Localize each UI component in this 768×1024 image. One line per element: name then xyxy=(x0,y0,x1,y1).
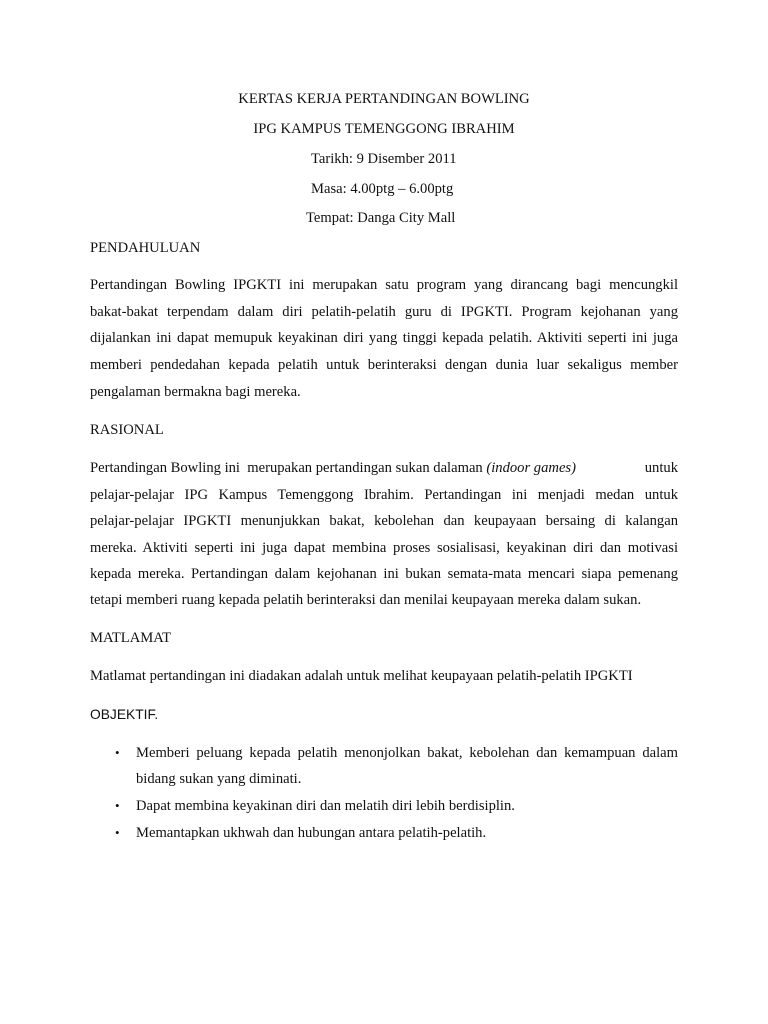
matlamat-text: Matlamat pertandingan ini diadakan adalah untuk melihat keupayaan pelatih-pelatih IPGKTI xyxy=(90,668,633,684)
section-heading-objektif: OBJEKTIF. xyxy=(90,707,159,722)
event-venue: Tempat: Danga City Mall xyxy=(306,210,456,226)
institution-name: IPG KAMPUS TEMENGGONG IBRAHIM xyxy=(253,121,515,137)
paragraph-line: dijalankan ini dapat memupuk keyakinan diri yang tinggi kepada pelatih. Aktiviti seperti ini juga xyxy=(90,330,678,346)
paragraph-line: bakat-bakat terpendam dalam diri pelatih-pelatih guru di IPGKTI. Program kejohanan yang xyxy=(90,304,678,320)
paragraph-line-with-emphasis xyxy=(90,459,678,477)
paragraph-line: memberi pendedahan kepada pelatih untuk berinteraksi dengan dunia luar sekaligus member xyxy=(90,357,678,373)
paragraph-line: pelajar-pelajar IPGKTI menunjukkan bakat, kebolehan dan keupayaan bersaing di kalangan xyxy=(90,513,678,529)
section-heading-pendahuluan: PENDAHULUAN xyxy=(90,240,201,256)
bullet-icon: • xyxy=(115,825,120,840)
rasional-line1-post: untuk xyxy=(641,460,678,476)
event-date: Tarikh: 9 Disember 2011 xyxy=(311,151,457,167)
paragraph-line: kepada mereka. Pertandingan dalam kejohanan ini bukan semata-mata mencari siapa pemenang xyxy=(90,566,678,582)
bullet-icon: • xyxy=(115,798,120,813)
section-heading-rasional: RASIONAL xyxy=(90,422,164,438)
paragraph-line: Pertandingan Bowling IPGKTI ini merupakan satu program yang dirancang bagi mencungkil xyxy=(90,277,678,293)
rasional-line1-pre: Pertandingan Bowling ini merupakan pertandingan sukan dalaman xyxy=(90,460,487,476)
bullet-icon: • xyxy=(115,745,120,760)
document-title: KERTAS KERJA PERTANDINGAN BOWLING xyxy=(238,91,530,107)
objective-item: Memantapkan ukhwah dan hubungan antara pelatih-pelatih. xyxy=(136,825,487,841)
section-heading-matlamat: MATLAMAT xyxy=(90,630,172,646)
paragraph-line: pengalaman bermakna bagi mereka. xyxy=(90,384,301,400)
paragraph-line: tetapi memberi ruang kepada pelatih berinteraksi dan menilai keupayaan mereka dalam sukan. xyxy=(90,592,642,608)
objective-item: Memberi peluang kepada pelatih menonjolkan bakat, kebolehan dan kemampuan dalam xyxy=(136,745,678,761)
rasional-line1-start xyxy=(90,459,576,477)
indoor-games-emphasis: (indoor games) xyxy=(486,460,576,476)
paragraph-line: pelajar-pelajar IPG Kampus Temenggong Ibrahim. Pertandingan ini menjadi medan untuk xyxy=(90,487,678,503)
paragraph-line: mereka. Aktiviti seperti ini juga dapat membina proses sosialisasi, keyakinan diri dan motivasi xyxy=(90,540,678,556)
objective-item-continued: bidang sukan yang diminati. xyxy=(136,771,302,787)
objective-item: Dapat membina keyakinan diri dan melatih diri lebih berdisiplin. xyxy=(136,798,515,814)
event-time: Masa: 4.00ptg – 6.00ptg xyxy=(311,181,454,197)
